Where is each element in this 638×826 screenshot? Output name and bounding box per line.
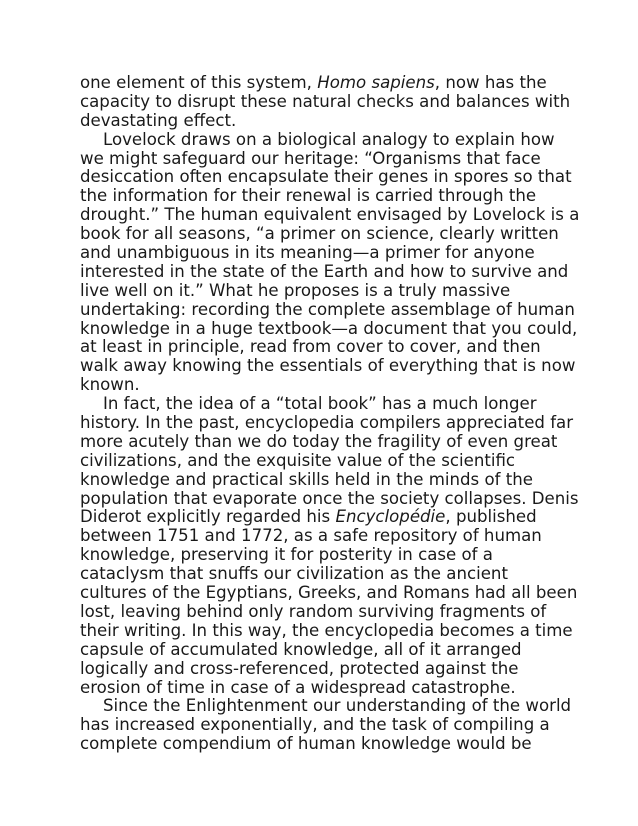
text-line <box>80 735 566 754</box>
text-line <box>80 244 566 263</box>
text-segment: logically and cross-referenced, protected against the <box>80 658 519 678</box>
text-line <box>80 150 566 169</box>
text-line <box>80 620 573 641</box>
text-segment: , now has the <box>434 73 547 92</box>
text-segment: known. <box>80 375 140 395</box>
text-line <box>80 395 566 414</box>
text-line <box>80 603 566 622</box>
italic-text: Encyclopédie <box>335 507 446 527</box>
paragraph <box>80 394 579 697</box>
text-segment: book for all seasons, “a primer on science, clearly written <box>80 224 559 244</box>
text-segment: knowledge and practical skills held in the minds of the <box>80 469 533 489</box>
text-line <box>80 112 566 131</box>
text-line <box>80 318 578 339</box>
paragraph <box>80 696 572 754</box>
text-line <box>80 167 572 187</box>
text-segment: has increased exponentially, and the task of compiling a <box>80 715 550 735</box>
text-line <box>80 565 566 584</box>
text-segment: lost, leaving behind only random surviving fragments of <box>80 601 547 621</box>
text-segment: at least in principle, read from cover to cover, and then <box>80 337 541 357</box>
text-segment: population that evaporate once the society collapses. Denis <box>80 488 579 508</box>
text-segment: erosion of time in case of a widespread catastrophe. <box>80 677 516 697</box>
text-segment: devastating effect. <box>80 110 237 130</box>
text-segment: the information for their renewal is carried through the <box>80 186 537 206</box>
text-segment: more acutely than we do today the fragility of even great <box>80 431 558 451</box>
text-segment: their writing. In this way, the encyclopedia becomes a time <box>80 620 573 640</box>
text-segment: one element of this system, <box>80 73 318 92</box>
italic-text: Homo sapiens <box>317 73 435 92</box>
paragraph <box>80 129 580 395</box>
text-line <box>80 527 566 546</box>
text-line <box>80 696 572 716</box>
text-segment: capsule of accumulated knowledge, all of it arranged <box>80 639 522 659</box>
book-page-body <box>80 73 580 754</box>
text-segment: civilizations, and the exquisite value of the scientific <box>80 450 516 470</box>
text-line <box>80 187 566 206</box>
text-segment: walk away knowing the essentials of everything that is now <box>80 356 576 376</box>
text-line <box>80 225 566 244</box>
text-line <box>80 299 575 320</box>
text-line <box>80 376 566 395</box>
text-segment: knowledge, preserving it for posterity in case of a <box>80 545 493 565</box>
text-segment: knowledge in a huge textbook—a document that you could, <box>80 318 578 338</box>
text-line <box>80 282 566 301</box>
paragraph <box>80 73 571 131</box>
text-segment: capacity to disrupt these natural checks and balances with <box>80 91 571 111</box>
text-segment: undertaking: recording the complete assemblage of human <box>80 299 575 319</box>
text-line <box>80 508 566 527</box>
text-line <box>80 91 571 112</box>
text-line <box>80 488 579 509</box>
text-line <box>80 261 569 282</box>
text-line <box>80 356 576 376</box>
text-segment: desiccation often encapsulate their genes in spores so that <box>80 167 572 187</box>
text-segment: live well on it.” What he proposes is a truly massive <box>80 280 511 300</box>
text-line <box>80 546 566 565</box>
text-segment: In fact, the idea of a “total book” has a much longer <box>103 394 537 414</box>
text-line <box>80 413 574 433</box>
text-line <box>80 716 566 735</box>
text-line <box>80 74 566 93</box>
text-segment: we might safeguard our heritage: “Organisms that face <box>80 148 541 168</box>
text-segment: between 1751 and 1772, as a safe repository of human <box>80 526 542 546</box>
text-segment: and unambiguous in its meaning—a primer for anyone <box>80 243 535 263</box>
text-segment: complete compendium of human knowledge would be <box>80 734 532 754</box>
text-line <box>80 471 566 490</box>
text-line <box>80 660 566 679</box>
text-segment: , published <box>445 507 537 527</box>
text-segment: Lovelock draws on a biological analogy to explain how <box>103 129 555 149</box>
text-segment: Diderot explicitly regarded his <box>80 507 336 527</box>
text-segment: Since the Enlightenment our understanding of the world <box>103 696 572 716</box>
text-line <box>80 131 566 150</box>
text-segment: history. In the past, encyclopedia compilers appreciated far <box>80 413 574 433</box>
text-line <box>80 679 566 698</box>
text-segment: cultures of the Egyptians, Greeks, and Romans had all been <box>80 583 578 603</box>
text-line <box>80 641 566 660</box>
text-line <box>80 338 566 357</box>
text-segment: drought.” The human equivalent envisaged by Lovelock is a <box>80 205 580 225</box>
text-line <box>80 433 566 452</box>
text-segment: interested in the state of the Earth and how to survive and <box>80 261 569 281</box>
text-segment: cataclysm that snuffs our civilization as the ancient <box>80 564 508 584</box>
text-line <box>80 452 566 471</box>
text-line <box>80 205 580 225</box>
text-line <box>80 583 578 603</box>
